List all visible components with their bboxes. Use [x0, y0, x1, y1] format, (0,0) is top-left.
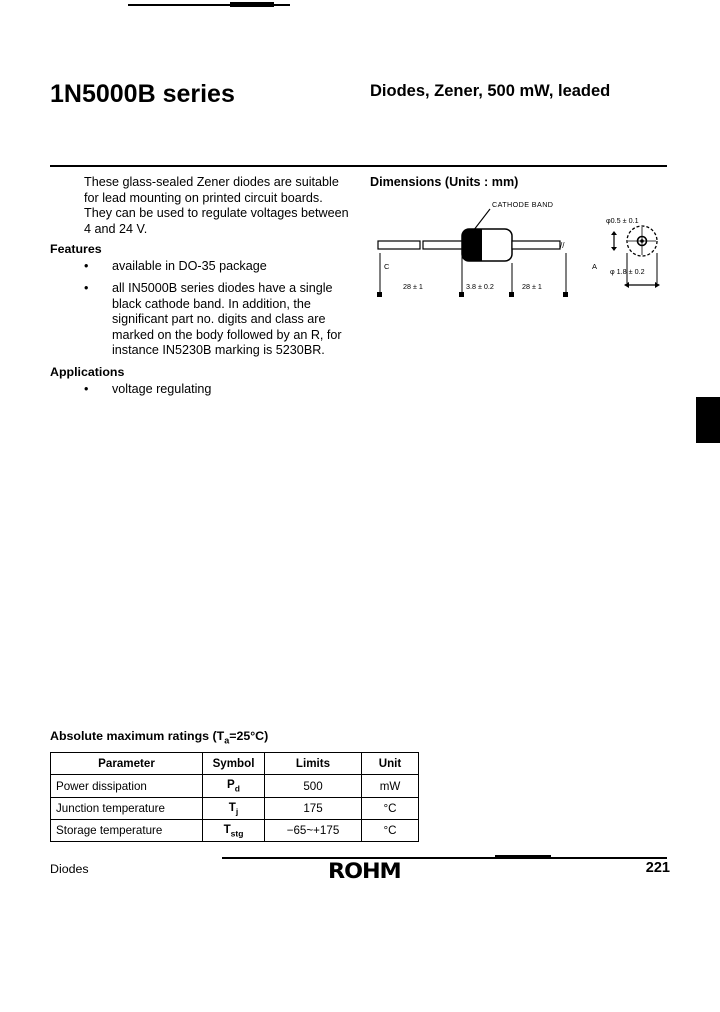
page-header — [50, 80, 670, 109]
symbol-base: P — [227, 778, 235, 792]
table-row — [51, 820, 419, 842]
rohm-logo: ROHM — [328, 859, 401, 883]
header-divider — [50, 165, 667, 167]
cathode-band-label: CATHODE BAND — [492, 200, 554, 209]
lead-length-right-label: 28 ± 1 — [522, 282, 542, 291]
cell-limits: −65~+175 — [265, 820, 362, 842]
footer-divider — [222, 857, 667, 859]
column-header-unit: Unit — [362, 753, 419, 775]
ratings-title-subscript: a — [224, 735, 230, 746]
intro-paragraph: These glass-sealed Zener diodes are suitable for lead mounting on printed circuit boards. They can be used to regulate voltages between 4 and 24 V. — [84, 175, 349, 236]
body-diameter-label: φ 1.8 ± 0.2 — [610, 267, 645, 276]
bullet-icon: • — [84, 381, 89, 396]
footer-registration-mark — [495, 855, 551, 859]
cathode-terminal-label: C — [384, 262, 390, 271]
bullet-icon: • — [84, 259, 89, 274]
applications-heading: Applications — [50, 364, 125, 379]
lead-diameter-label: φ0.5 ± 0.1 — [606, 216, 639, 225]
list-item-label: available in DO-35 package — [112, 259, 267, 274]
cathode-band — [462, 229, 482, 261]
column-header-limits: Limits — [265, 753, 362, 775]
header-subtitle: Diodes, Zener, 500 mW, leaded — [370, 82, 611, 100]
cell-symbol — [203, 797, 265, 819]
cell-parameter: Storage temperature — [51, 820, 203, 842]
cell-parameter: Junction temperature — [51, 797, 203, 819]
applications-list — [50, 382, 350, 398]
cell-limits: 500 — [265, 775, 362, 797]
table-row — [51, 797, 419, 819]
features-heading: Features — [50, 242, 102, 257]
anode-terminal-label: A — [592, 262, 598, 271]
body-length-label: 3.8 ± 0.2 — [466, 282, 494, 291]
ratings-title-suffix: =25°C) — [229, 729, 269, 743]
cell-parameter: Power dissipation — [51, 775, 203, 797]
bullet-icon: • — [84, 280, 89, 295]
page-title: 1N5000B series — [50, 80, 235, 108]
lead-wire-left-inner — [423, 241, 463, 249]
lead-length-left-label: 28 ± 1 — [403, 282, 423, 291]
symbol-base: T — [228, 800, 236, 814]
features-list — [50, 259, 350, 359]
lead-wire-right — [512, 241, 560, 249]
list-item-label: voltage regulating — [112, 381, 212, 396]
symbol-subscript: d — [234, 783, 240, 794]
ratings-title-prefix: Absolute maximum ratings (T — [50, 729, 225, 743]
list-item-label: all IN5000B series diodes have a single black cathode band. In addition, the significant part no. digits and class are marked on the body followed by an R, for instance IN5230B marking is 5230BR. — [112, 280, 342, 358]
ratings-table — [50, 752, 419, 842]
cell-symbol — [203, 775, 265, 797]
column-header-symbol: Symbol — [203, 753, 265, 775]
absolute-maximum-ratings-section — [50, 729, 430, 842]
cell-unit: °C — [362, 820, 419, 842]
list-item — [50, 281, 350, 359]
list-item — [50, 382, 350, 398]
lead-wire-left-outer — [378, 241, 420, 249]
package-outline-drawing — [370, 191, 670, 311]
column-header-parameter: Parameter — [51, 753, 203, 775]
page-number: 221 — [645, 860, 670, 876]
dimensions-section — [370, 175, 670, 291]
table-header-row — [51, 753, 419, 775]
cell-symbol — [203, 820, 265, 842]
symbol-base: T — [223, 823, 231, 837]
page-index-tab — [696, 397, 720, 443]
left-column — [50, 175, 350, 404]
ratings-title — [50, 729, 430, 745]
dimensions-title: Dimensions (Units : mm) — [370, 175, 519, 189]
top-registration-mark — [230, 2, 274, 7]
list-item — [50, 259, 350, 275]
cell-unit: mW — [362, 775, 419, 797]
table-row — [51, 775, 419, 797]
break-symbol: // — [560, 241, 565, 250]
footer-category-label: Diodes — [50, 862, 89, 876]
symbol-subscript: stg — [230, 828, 244, 839]
cell-limits: 175 — [265, 797, 362, 819]
cell-unit: °C — [362, 797, 419, 819]
symbol-subscript: j — [235, 806, 239, 817]
